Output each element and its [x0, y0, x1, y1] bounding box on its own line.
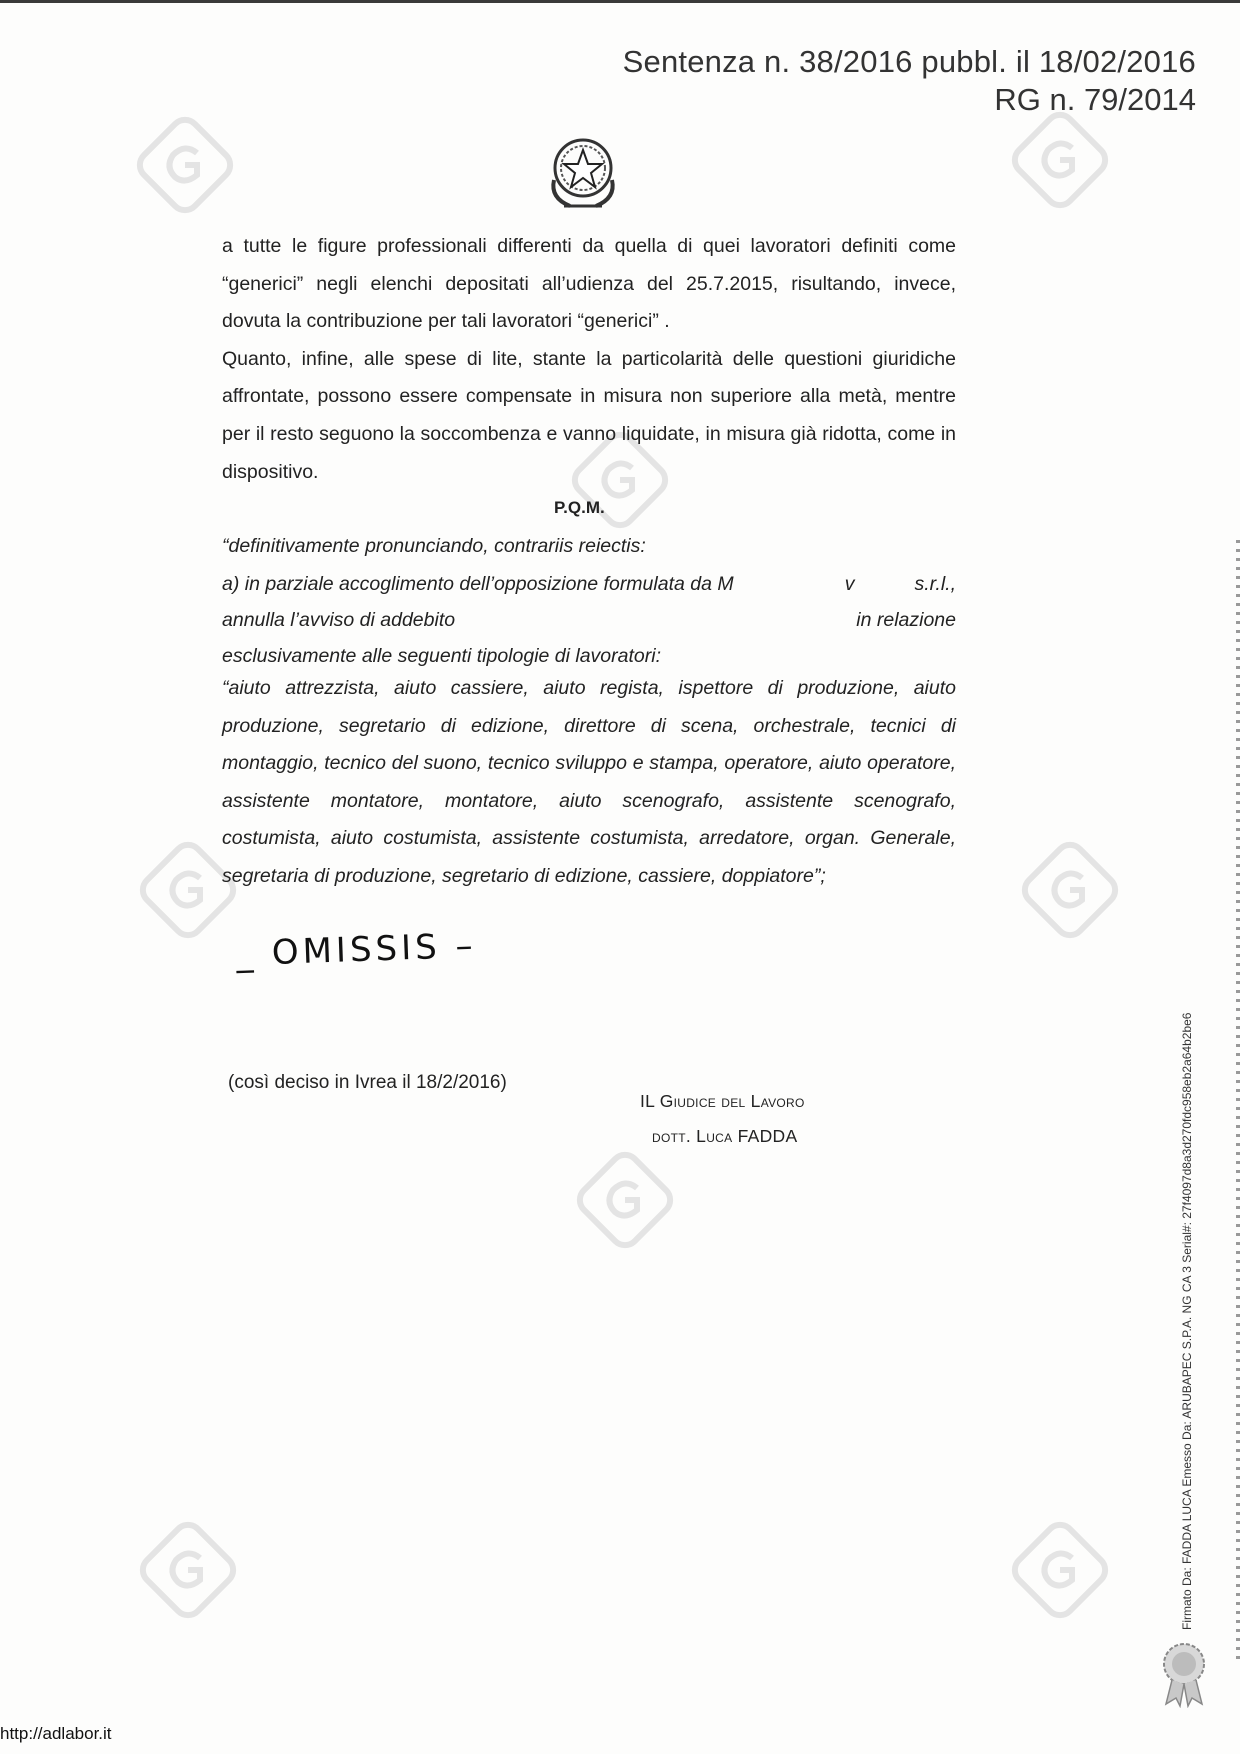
watermark-logo-icon [125, 105, 245, 225]
judge-title: IL Giudice del Lavoro [640, 1091, 805, 1111]
body-paragraphs [222, 228, 956, 491]
certified-seal-icon [1158, 1640, 1210, 1708]
rg-number: RG n. 79/2014 [994, 82, 1196, 117]
omissis-handwritten: _ OMISSIS – [235, 925, 478, 975]
dispositivo-esclusivamente: esclusivamente alle seguenti tipologie di lavoratori: [222, 645, 661, 667]
paragraph-generici: a tutte le figure professionali differenti da quella di quei lavoratori definiti come “generici” negli elenchi depositati all’udienza del 25.7.2015, risultando, invece, dovuta la contribuzione per tali lavoratori “generici” . [222, 235, 956, 333]
dispositivo-item-a [222, 573, 956, 596]
dispositivo-annulla [222, 609, 956, 632]
digital-signature-line: Firmato Da: FADDA LUCA Emesso Da: ARUBAPEC S.P.A. NG CA 3 Serial#: 27f4097d8a3d270fdc958eb2a64b2be6 [1180, 1012, 1194, 1630]
item-a-srl: s.r.l., [914, 573, 956, 595]
annulla-text: annulla l’avviso di addebito [222, 609, 456, 631]
pqm-heading: P.Q.M. [554, 498, 605, 517]
item-a-redacted-initial: v [844, 573, 855, 595]
watermark-logo-icon [1000, 100, 1120, 220]
dispositivo-elenco-block [222, 670, 956, 896]
item-a-text: a) in parziale accoglimento dell’opposizione formulata da M [222, 573, 734, 595]
watermark-logo-icon [565, 1140, 685, 1260]
dispositivo-intro: “definitivamente pronunciando, contrariis reiectis: [222, 535, 646, 557]
watermark-logo-icon [1010, 830, 1130, 950]
decision-place-date: (così deciso in Ivrea il 18/2/2016) [228, 1072, 507, 1093]
sentenza-number: Sentenza n. 38/2016 pubbl. il 18/02/2016 [622, 44, 1196, 79]
watermark-logo-icon [1000, 1510, 1120, 1630]
judge-name: dott. Luca FADDA [652, 1126, 798, 1146]
lavoratori-elenco: “aiuto attrezzista, aiuto cassiere, aiuto regista, ispettore di produzione, aiuto produzione, segretario di edizione, direttore di scena, orchestrale, tecnici di montaggio, tecnico del suono, tecnico sviluppo e stampa, operatore, aiuto operatore, assistente montatore, montatore, aiuto scenografo, assistente scenografo, costumista, aiuto costumista, assistente costumista, arredatore, organ. Generale, segretaria di produzione, segretario di edizione, cassiere, doppiatore”; [222, 677, 956, 887]
footer-url: http://adlabor.it [0, 1724, 112, 1743]
scan-edge-dots [1236, 540, 1240, 1660]
annulla-relazione: in relazione [856, 609, 956, 631]
watermark-logo-icon [128, 1510, 248, 1630]
paragraph-spese: Quanto, infine, alle spese di lite, stante la particolarità delle questioni giuridiche affrontate, possono essere compensate in misura non superiore alla metà, mentre per il resto seguono la soccombenza e vanno liquidate, in misura già ridotta, come in dispositivo. [222, 347, 956, 483]
scan-top-border [0, 0, 1240, 3]
italian-republic-emblem-icon [540, 128, 626, 214]
